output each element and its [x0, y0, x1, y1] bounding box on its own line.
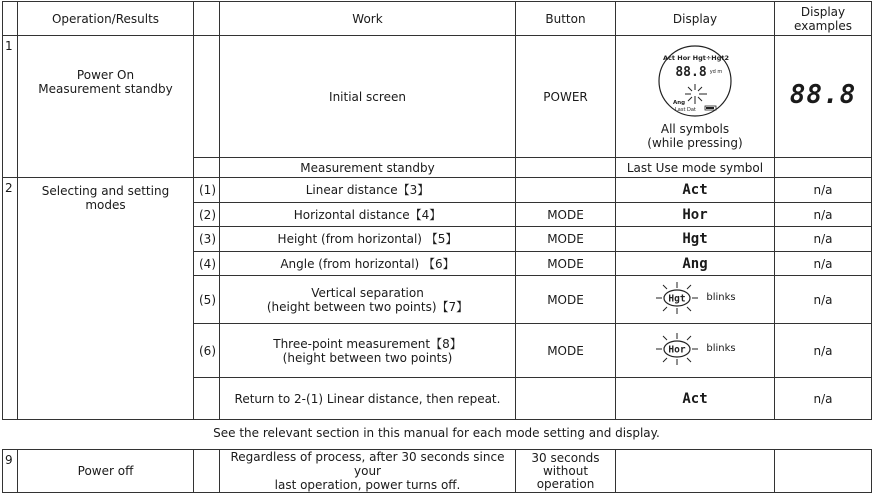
- step2-button-5: MODE: [516, 276, 616, 324]
- step1-initial-work: Initial screen: [220, 36, 516, 158]
- step1-initial-row: [3, 36, 872, 158]
- lcd-last-label: Last Dat: [675, 106, 696, 113]
- operation-table: [2, 1, 872, 420]
- step2-display-3: Hgt: [682, 231, 708, 247]
- step2-display-2-cell: [616, 203, 775, 227]
- step2-button-3: MODE: [516, 227, 616, 252]
- step2-operation: Selecting and setting modes: [18, 178, 194, 420]
- step2-return-display-cell: [616, 378, 775, 420]
- header-sub: [194, 2, 220, 36]
- step2-sub-4: (4): [194, 252, 220, 276]
- lcd-ang-label: Ang: [673, 99, 686, 106]
- step2-work-6: Three-point measurement【8】 (height between two points): [220, 324, 516, 378]
- step1-initial-example-cell: [775, 36, 872, 158]
- step1-standby-display: Last Use mode symbol: [616, 158, 775, 178]
- step1-operation: Power On Measurement standby: [18, 36, 194, 178]
- step2-button-2: MODE: [516, 203, 616, 227]
- step2-return-work: Return to 2-(1) Linear distance, then repeat.: [220, 378, 516, 420]
- step2-work-5: Vertical separation (height between two points)【7】: [220, 276, 516, 324]
- step1-number: 1: [3, 36, 18, 178]
- step9-work: Regardless of process, after 30 seconds since your last operation, power turns off.: [220, 450, 516, 493]
- step2-sub-3: (3): [194, 227, 220, 252]
- step2-return-display: Act: [682, 390, 708, 407]
- step2-work-1: Linear distance【3】: [220, 178, 516, 203]
- step2-display-6-cell: [616, 324, 775, 378]
- step2-sub-5: (5): [194, 276, 220, 324]
- step1-initial-display-text: All symbols (while pressing): [647, 121, 743, 150]
- header-row: [3, 2, 872, 36]
- step2-example-1: n/a: [775, 178, 872, 203]
- blinks-label-6: blinks: [706, 343, 736, 354]
- step1-standby-button: [516, 158, 616, 178]
- step2-display-1-cell: [616, 178, 775, 203]
- step1-standby-example: [775, 158, 872, 178]
- step2-display-3-cell: [616, 227, 775, 252]
- step2-number: 2: [3, 178, 18, 420]
- step2-button-4: MODE: [516, 252, 616, 276]
- step2-example-5: n/a: [775, 276, 872, 324]
- step2-work-3: Height (from horizontal) 【5】: [220, 227, 516, 252]
- step9-operation: Power off: [18, 450, 194, 493]
- section-note: See the relevant section in this manual for each mode setting and display.: [213, 426, 660, 440]
- step9-row: [3, 450, 872, 493]
- step2-sub-2: (2): [194, 203, 220, 227]
- step1-standby-sub: [194, 158, 220, 178]
- step2-return-example: n/a: [775, 378, 872, 420]
- header-display: Display: [616, 2, 775, 36]
- power-off-table: [2, 449, 872, 493]
- step2-button-1: [516, 178, 616, 203]
- blinking-hor-icon: [654, 331, 700, 367]
- step1-initial-example: 88.8: [789, 79, 857, 110]
- lcd-top-label: Act Hor Hgt÷Hgt2: [663, 53, 729, 62]
- step2-display-4-cell: [616, 252, 775, 276]
- step2-button-6: MODE: [516, 324, 616, 378]
- step9-example: [775, 450, 872, 493]
- blink-symbol-5: Hgt: [668, 293, 686, 305]
- step2-row-1: [3, 178, 872, 203]
- step2-sub-1: (1): [194, 178, 220, 203]
- blink-symbol-6: Hor: [668, 344, 686, 356]
- blinking-hgt-icon: [654, 280, 700, 316]
- step2-example-4: n/a: [775, 252, 872, 276]
- lcd-all-symbols-icon: [657, 44, 733, 118]
- step2-sub-6: (6): [194, 324, 220, 378]
- step2-work-2: Horizontal distance【4】: [220, 203, 516, 227]
- step1-initial-button: POWER: [516, 36, 616, 158]
- header-num: [3, 2, 18, 36]
- header-button: Button: [516, 2, 616, 36]
- step2-display-2: Hor: [682, 206, 708, 223]
- lcd-unit: yd m: [709, 68, 723, 75]
- header-operation: Operation/Results: [18, 2, 194, 36]
- step2-display-1: Act: [682, 182, 708, 198]
- lcd-digits: 88.8: [675, 64, 707, 80]
- step2-display-5-cell: [616, 276, 775, 324]
- lcd-sunburst-icon: [685, 84, 707, 104]
- header-work: Work: [220, 2, 516, 36]
- step2-return-sub: [194, 378, 220, 420]
- step2-return-button: [516, 378, 616, 420]
- step9-display: [616, 450, 775, 493]
- step9-button: 30 seconds without operation: [516, 450, 616, 493]
- blinks-label-5: blinks: [706, 292, 736, 303]
- step9-sub: [194, 450, 220, 493]
- step1-standby-work: Measurement standby: [220, 158, 516, 178]
- header-examples: Display examples: [775, 2, 872, 36]
- step2-example-3: n/a: [775, 227, 872, 252]
- step2-example-2: n/a: [775, 203, 872, 227]
- step2-example-6: n/a: [775, 324, 872, 378]
- step9-number: 9: [3, 450, 18, 493]
- step2-display-4: Ang: [682, 255, 708, 272]
- step1-initial-display-cell: [616, 36, 775, 158]
- step1-sub-empty: [194, 36, 220, 158]
- step2-work-4: Angle (from horizontal) 【6】: [220, 252, 516, 276]
